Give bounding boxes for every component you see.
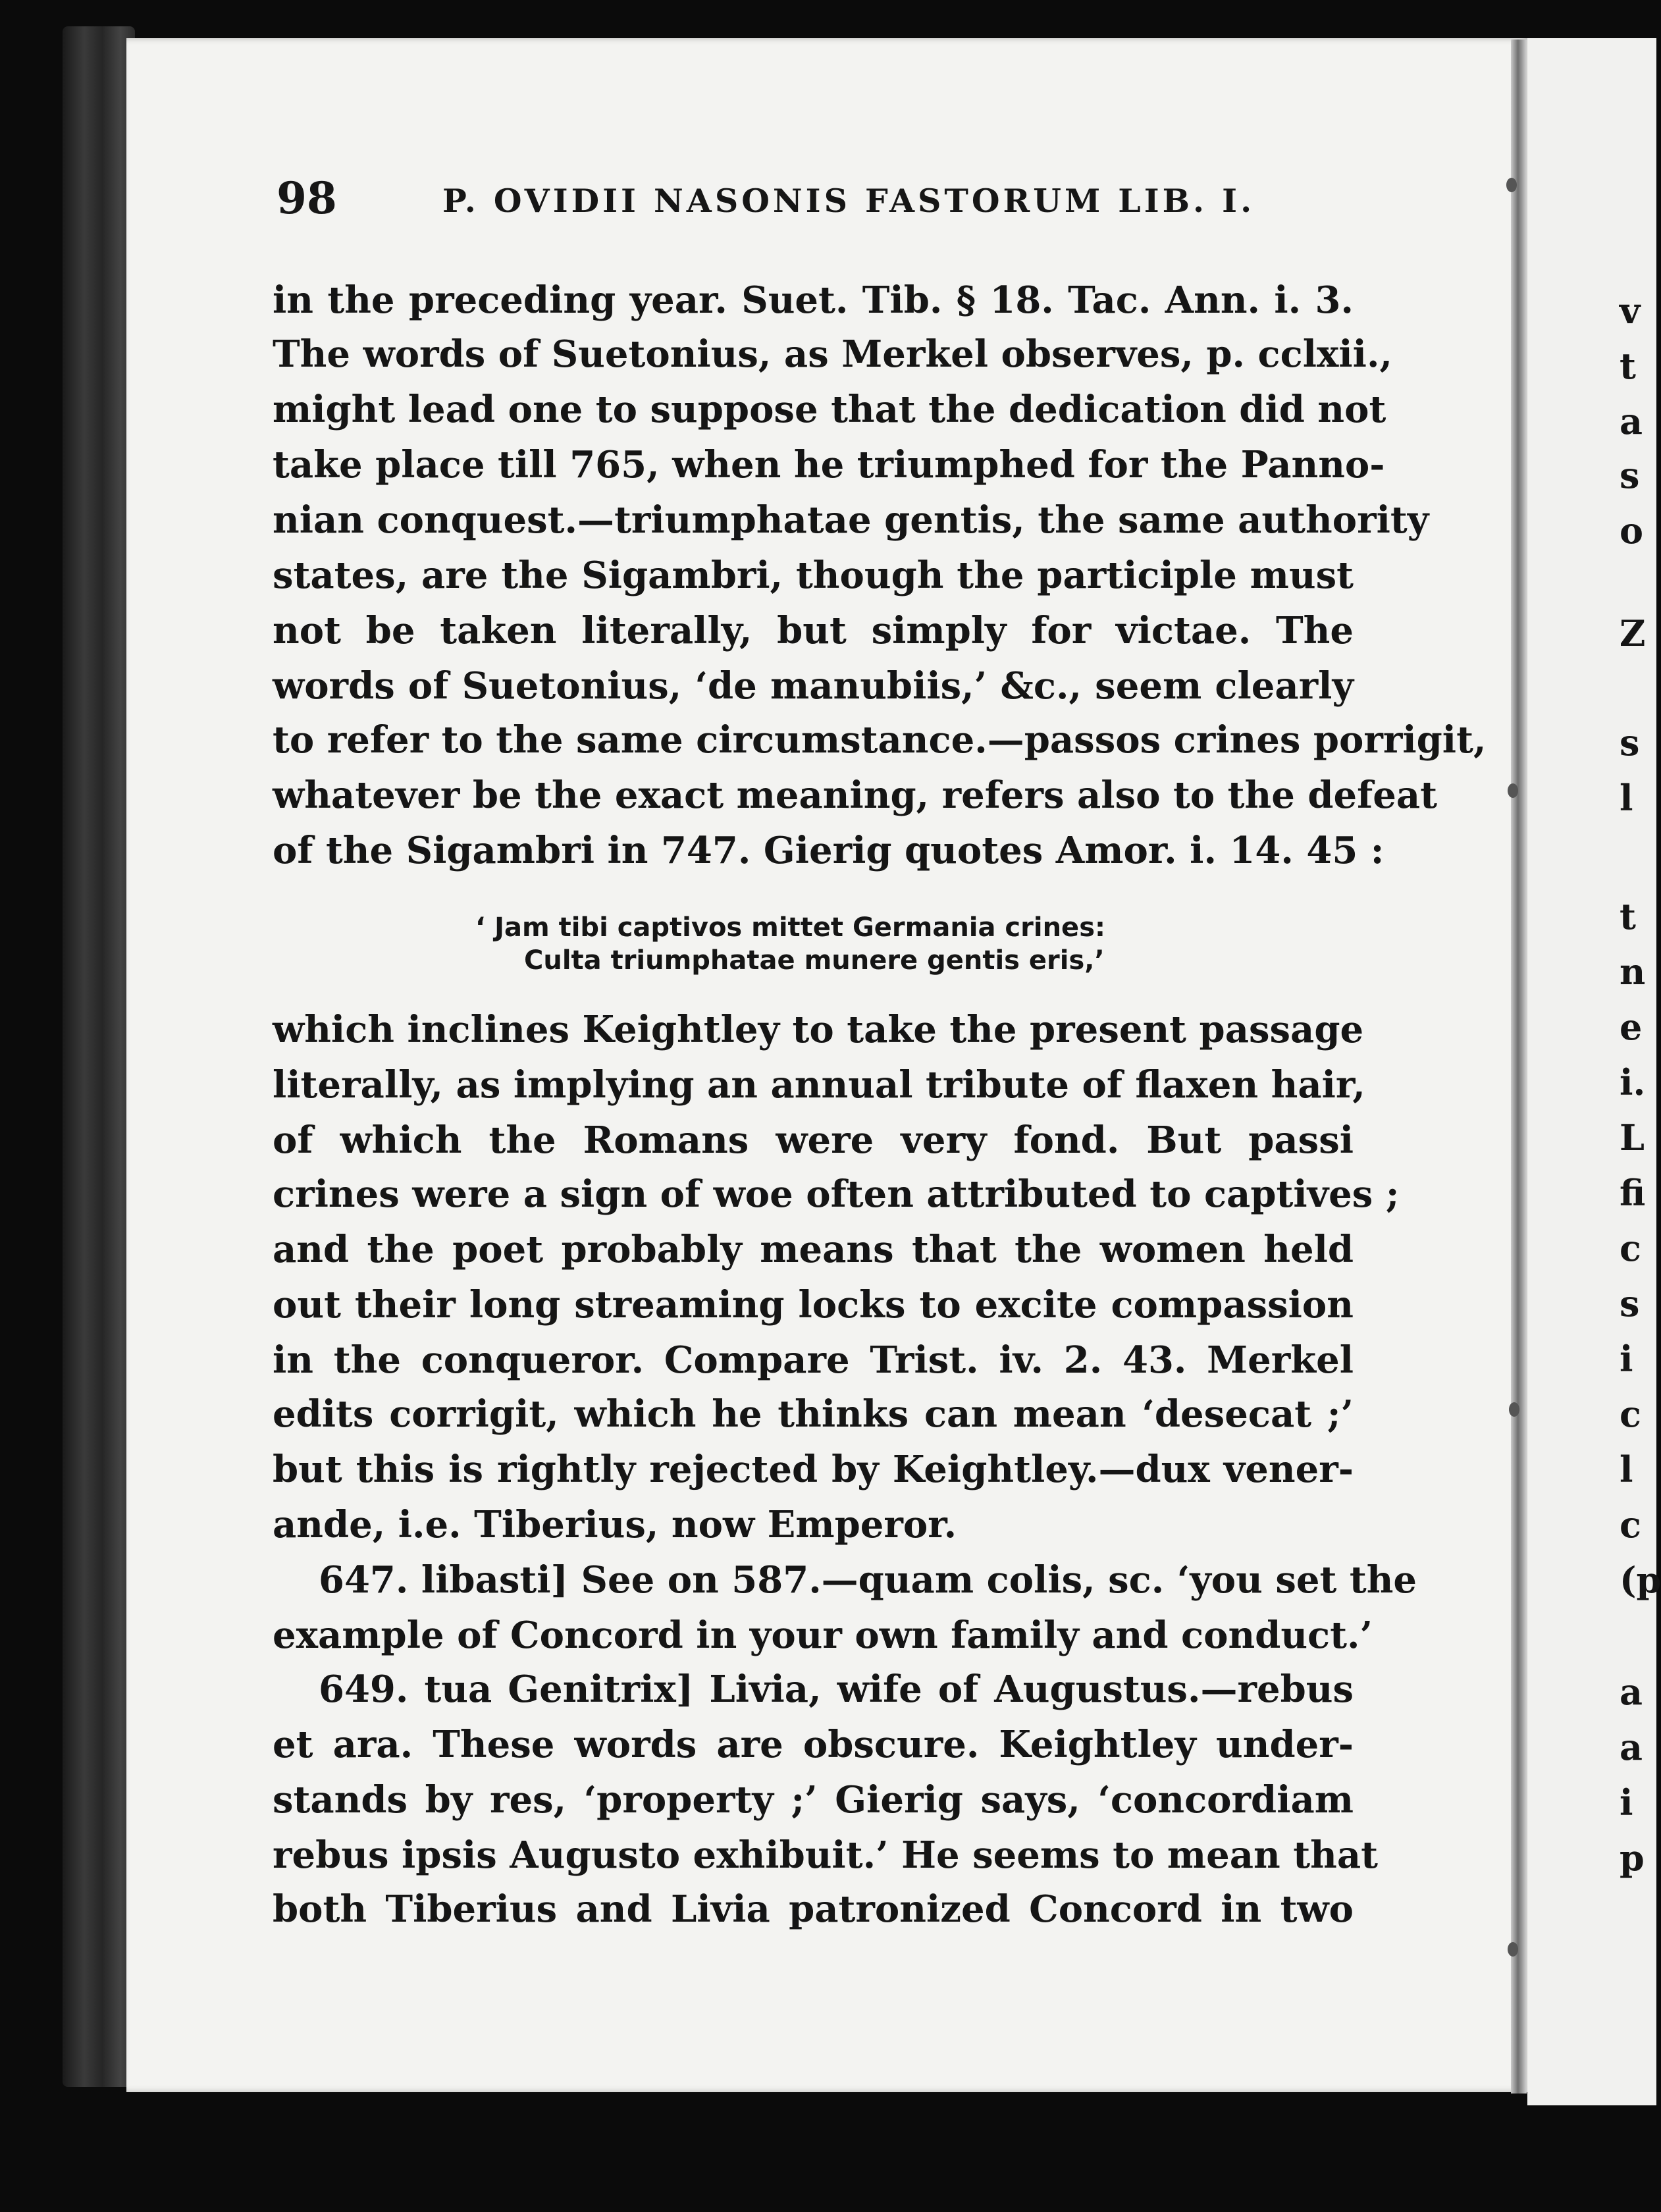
stitch-mark — [1508, 1942, 1518, 1957]
quote-line: Culta triumphatae munere gentis eris,’ — [524, 945, 1105, 976]
right-page-fragment: n — [1620, 951, 1646, 993]
note-line: both Tiberius and Livia patronized Concord in two — [273, 1887, 1354, 1931]
body-line: words of Suetonius, ‘de manubiis,’ &c., seem clearly — [273, 664, 1354, 708]
right-page-fragment: s — [1620, 454, 1640, 496]
right-page-fragment: t — [1620, 345, 1636, 387]
body-line: of the Sigambri in 747. Gierig quotes Amor. i. 14. 45 : — [273, 829, 1384, 872]
note-line: 647. libasti] See on 587.—quam colis, sc. ‘you set the — [319, 1558, 1417, 1602]
right-page-fragment: c — [1620, 1393, 1641, 1435]
right-page-fragment: i — [1620, 1781, 1633, 1824]
right-page-fragment: s — [1620, 722, 1640, 764]
stitch-mark — [1506, 178, 1517, 192]
body-line: to refer to the same circumstance.—passos crines porrigit, — [273, 718, 1487, 762]
note-line: example of Concord in your own family and conduct.’ — [273, 1614, 1373, 1657]
body-line: The words of Suetonius, as Merkel observes, p. cclxii., — [273, 332, 1392, 376]
body-line: edits corrigit, which he thinks can mean ‘desecat ;’ — [273, 1392, 1354, 1436]
right-page-fragment: fi — [1620, 1172, 1646, 1214]
note-line: 649. tua Genitrix] Livia, wife of Augustus.—rebus — [319, 1668, 1354, 1711]
stitch-mark — [1509, 1402, 1519, 1417]
page-number: 98 — [277, 172, 337, 224]
right-page-fragment: s — [1620, 1282, 1640, 1325]
right-page-fragment: e — [1620, 1006, 1643, 1048]
body-line: out their long streaming locks to excite compassion — [273, 1283, 1354, 1327]
body-line: not be taken literally, but simply for victae. The — [273, 609, 1354, 652]
body-line: in the conqueror. Compare Trist. iv. 2. 43. Merkel — [273, 1338, 1354, 1382]
body-line: ande, i.e. Tiberius, now Emperor. — [273, 1503, 957, 1546]
right-page-fragment: i — [1620, 1338, 1633, 1380]
body-line: but this is rightly rejected by Keightley.—dux vener- — [273, 1448, 1354, 1491]
body-line: of which the Romans were very fond. But passi — [273, 1119, 1354, 1162]
right-page-fragment: a — [1620, 1726, 1643, 1768]
right-page-fragment: c — [1620, 1227, 1641, 1269]
note-line: stands by res, ‘property ;’ Gierig says, ‘concordiam — [273, 1778, 1354, 1822]
book-edge — [63, 26, 135, 2087]
body-line: crines were a sign of woe often attributed to captives ; — [273, 1172, 1400, 1216]
body-line: in the preceding year. Suet. Tib. § 18. Tac. Ann. i. 3. — [273, 278, 1354, 322]
body-line: might lead one to suppose that the dedication did not — [273, 388, 1386, 431]
body-line: which inclines Keightley to take the present passage — [273, 1008, 1364, 1051]
right-page-fragment: v — [1620, 290, 1641, 332]
right-page-fragment: i. — [1620, 1061, 1646, 1103]
right-page-fragment: t — [1620, 895, 1636, 937]
quote-line: ‘ Jam tibi captivos mittet Germania crines: — [475, 912, 1105, 943]
right-page-fragment: p — [1620, 1837, 1645, 1879]
body-line: and the poet probably means that the women held — [273, 1228, 1354, 1271]
right-page-fragment: l — [1620, 1448, 1633, 1490]
right-page-fragment: a — [1620, 1671, 1643, 1713]
right-page-fragment: a — [1620, 400, 1643, 442]
right-page-fragment: L — [1620, 1117, 1645, 1159]
note-line: et ara. These words are obscure. Keightley under- — [273, 1723, 1354, 1766]
right-page-fragment: (p — [1620, 1559, 1661, 1601]
right-page-fragment: c — [1620, 1504, 1641, 1546]
body-line: literally, as implying an annual tribute of flaxen hair, — [273, 1063, 1365, 1107]
right-page-fragment: o — [1620, 510, 1644, 552]
note-line: rebus ipsis Augusto exhibuit.’ He seems to mean that — [273, 1833, 1378, 1877]
stitch-mark — [1508, 783, 1518, 798]
body-line: take place till 765, when he triumphed for the Panno- — [273, 443, 1385, 487]
running-title: P. OVIDII NASONIS FASTORUM LIB. I. — [442, 182, 1255, 220]
body-line: states, are the Sigambri, though the participle must — [273, 554, 1354, 597]
right-page-fragment: l — [1620, 777, 1633, 819]
right-page-fragment: Z — [1620, 612, 1646, 654]
gutter-binding — [1511, 40, 1527, 2094]
body-line: whatever be the exact meaning, refers also to the defeat — [273, 774, 1438, 817]
body-line: nian conquest.—triumphatae gentis, the same authority — [273, 498, 1429, 542]
